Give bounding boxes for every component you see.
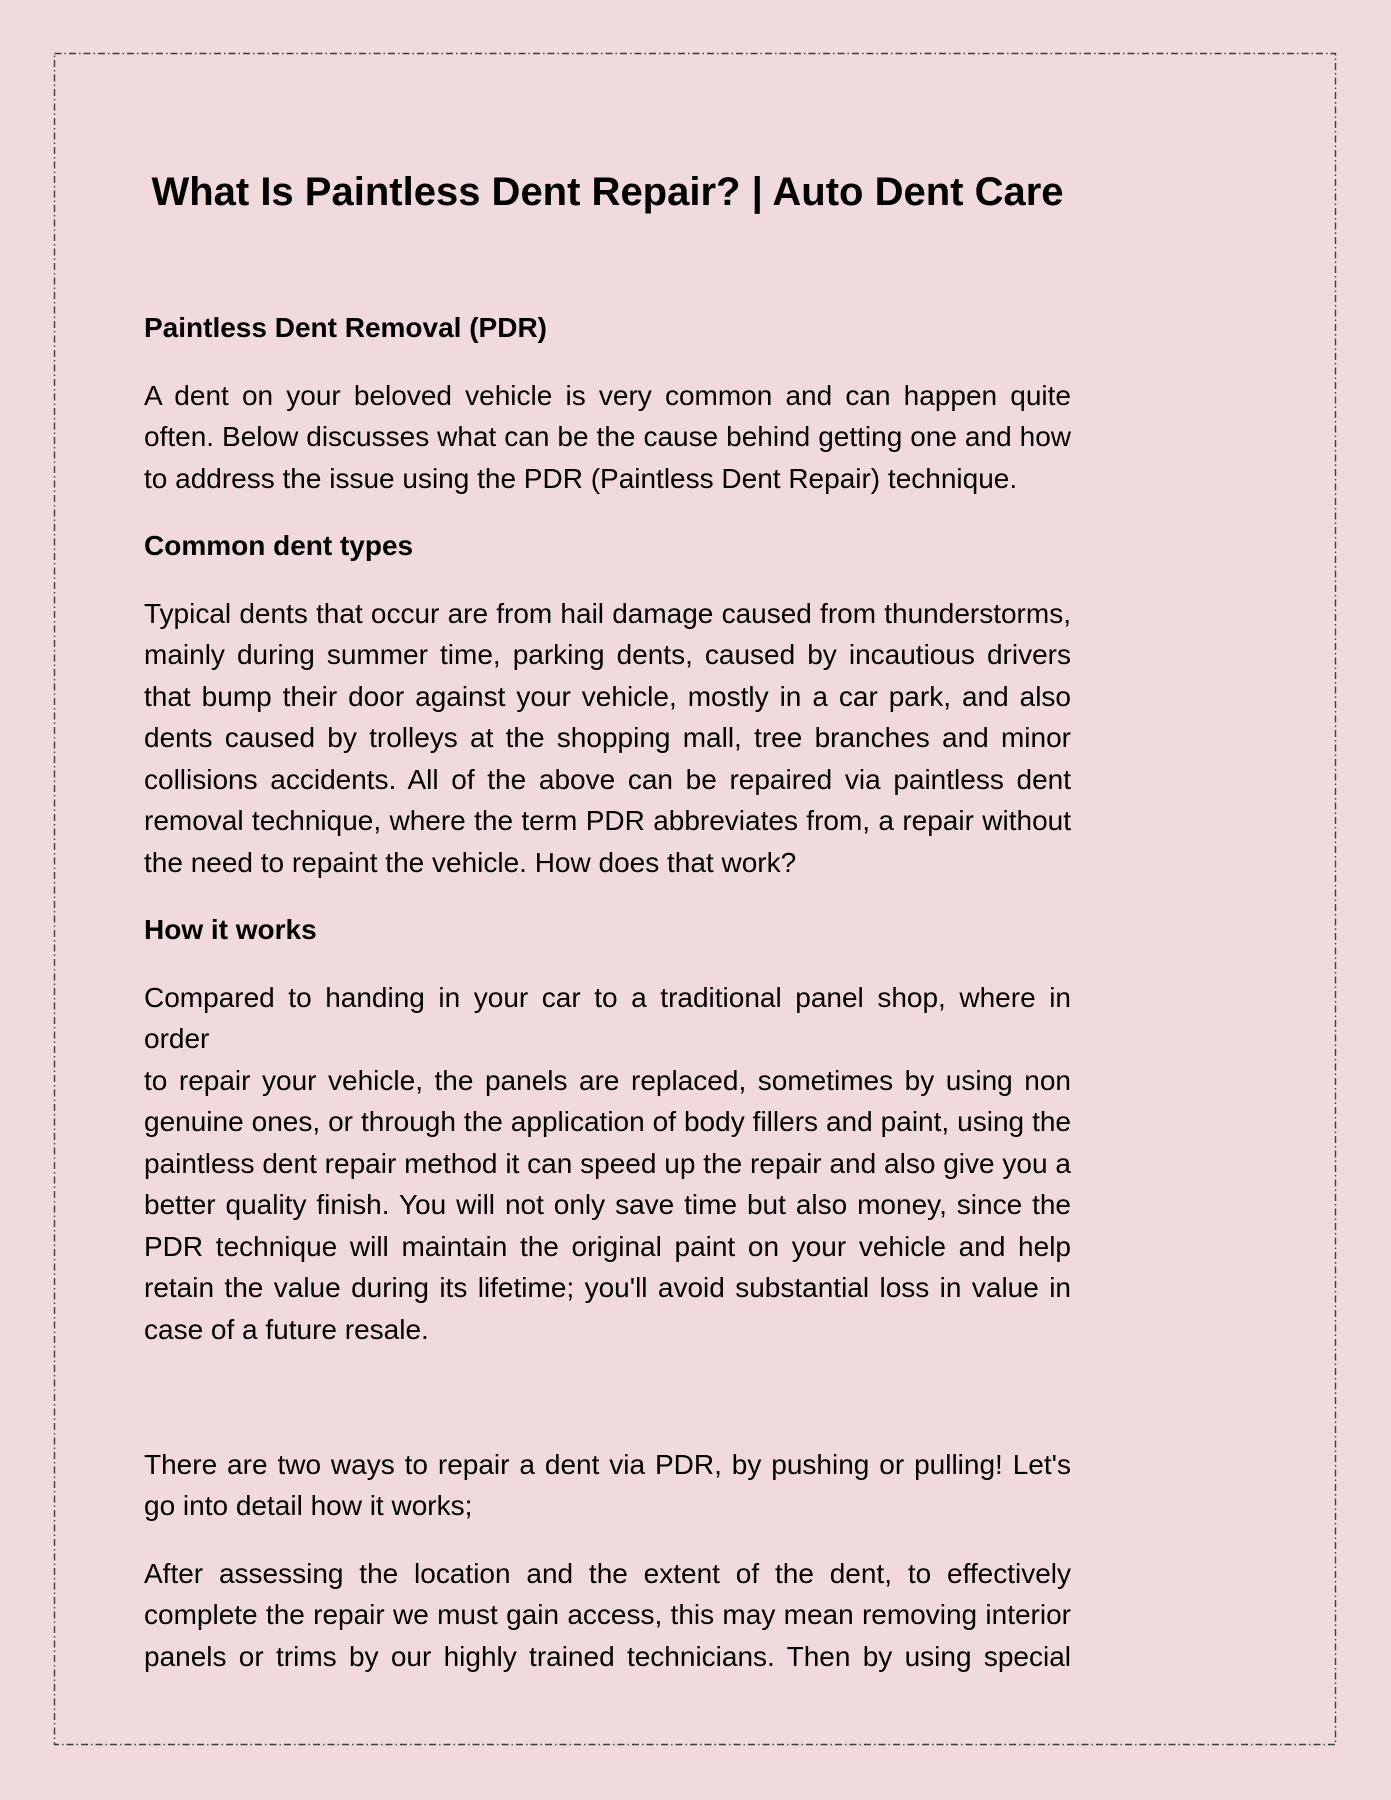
paragraph	[144, 593, 1071, 884]
document-content	[144, 0, 1071, 1703]
paragraph	[144, 977, 1071, 1351]
paragraph-line: better quality finish. You will not only save time but also money, since the	[144, 1189, 1071, 1220]
section-heading: How it works	[144, 914, 317, 945]
paragraph	[144, 1553, 1071, 1678]
paragraph-line: that bump their door against your vehicle, mostly in a car park, and also	[144, 680, 1071, 712]
paragraph-line: panels or trims by our highly trained technicians. Then by using special	[144, 1640, 1071, 1672]
paragraph-line: collisions accidents. All of the above can be repaired via paintless dent	[144, 763, 1071, 795]
section-heading: Common dent types	[144, 530, 414, 561]
paragraph-line: to repair your vehicle, the panels are replaced, sometimes by using non	[144, 1064, 1071, 1096]
blank-paragraph	[144, 1376, 1071, 1444]
paragraph-line: PDR technique will maintain the original paint on your vehicle and help	[144, 1230, 1071, 1262]
paragraph-line: removal technique, where the term PDR abbreviates from, a repair without	[144, 805, 1071, 836]
paragraph-line: often. Below discusses what can be the cause behind getting one and how	[144, 421, 1071, 452]
paragraph-line: paintless dent repair method it can speed up the repair and also give you a	[144, 1147, 1071, 1179]
paragraph-line: complete the repair we must gain access, this may mean removing interior	[144, 1599, 1071, 1630]
paragraph-line: case of a future resale.	[144, 1313, 429, 1345]
paragraph-line: go into detail how it works;	[144, 1490, 473, 1521]
paragraph-line: dents caused by trolleys at the shopping mall, tree branches and minor	[144, 722, 1071, 753]
paragraph-line: retain the value during its lifetime; you'll avoid substantial loss in value in	[144, 1272, 1071, 1303]
paragraph-line: Compared to handing in your car to a traditional panel shop, where in order	[144, 981, 1071, 1054]
document-body	[144, 307, 1071, 1677]
paragraph-line: the need to repaint the vehicle. How does that work?	[144, 846, 797, 878]
paragraph-line: A dent on your beloved vehicle is very common and can happen quite	[144, 379, 1071, 411]
paragraph	[144, 375, 1071, 500]
page-title: What Is Paintless Dent Repair? | Auto Dent Care	[151, 170, 1064, 214]
paragraph	[144, 1444, 1071, 1527]
paragraph-line: There are two ways to repair a dent via PDR, by pushing or pulling! Let's	[144, 1448, 1071, 1480]
paragraph-line: to address the issue using the PDR (Paintless Dent Repair) technique.	[144, 462, 1018, 494]
paragraph-line: genuine ones, or through the application of body fillers and paint, using the	[144, 1106, 1071, 1137]
section-heading: Paintless Dent Removal (PDR)	[144, 312, 547, 343]
paragraph-line: Typical dents that occur are from hail damage caused from thunderstorms,	[144, 597, 1071, 629]
paragraph-line: After assessing the location and the extent of the dent, to effectively	[144, 1557, 1071, 1589]
paragraph-line: mainly during summer time, parking dents, caused by incautious drivers	[144, 639, 1071, 670]
